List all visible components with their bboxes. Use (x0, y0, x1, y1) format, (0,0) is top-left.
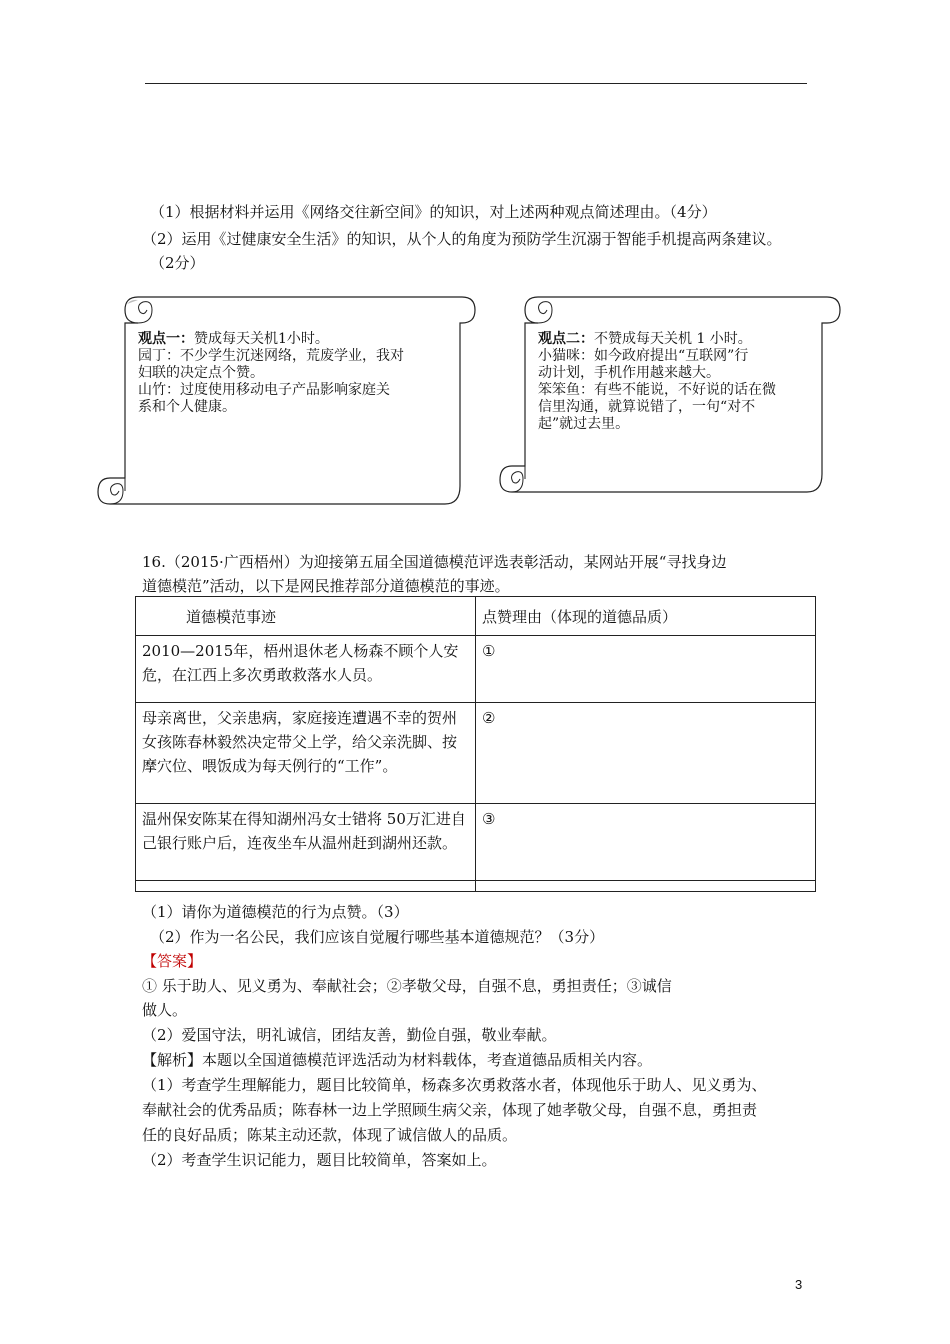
q15-sub2: （2）运用《过健康安全生活》的知识，从个人的角度为预防学生沉溺于智能手机提高两条建议。 (142, 230, 782, 248)
table-row (136, 636, 816, 703)
viewpoint-two-text (538, 331, 820, 433)
answer-line: （2）爱国守法，明礼诚信，团结友善，勤俭自强，敬业奉献。 (142, 1026, 557, 1044)
page-number: 3 (795, 1277, 803, 1292)
analysis-intro-text: 本题以全国道德模范评选活动为材料载体，考查道德品质相关内容。 (202, 1051, 653, 1069)
table-cell-deed: 温州保安陈某在得知湖州冯女士错将 50万汇进自己银行账户后，连夜坐车从温州赶到湖州还款。 (136, 804, 476, 881)
table-cell-reason: ③ (476, 804, 816, 881)
analysis-line: （2）考查学生识记能力，题目比较简单，答案如上。 (142, 1151, 497, 1169)
analysis-line: 奉献社会的优秀品质；陈春林一边上学照顾生病父亲，体现了她孝敬父母，自强不息，勇担责 (142, 1101, 758, 1119)
table-cell-deed: 2010—2015年，梧州退休老人杨森不顾个人安危，在江西上多次勇敢救落水人员。 (136, 636, 476, 703)
answer-line: 做人。 (142, 1001, 188, 1019)
analysis-line: （1）考查学生理解能力，题目比较简单，杨森多次勇救落水者，体现他乐于助人、见义勇为、 (142, 1076, 767, 1094)
header-rule (145, 83, 807, 84)
viewpoint-two-heading: 观点二： (538, 331, 594, 347)
q16-sub2: （2）作为一名公民，我们应该自觉履行哪些基本道德规范？（3分） (150, 928, 605, 946)
table-row (136, 703, 816, 804)
q16-stem-line2: 道德模范”活动，以下是网民推荐部分道德模范的事迹。 (142, 577, 510, 595)
q15-sub2-score: （2分） (150, 254, 205, 272)
viewpoint-one-scroll (100, 296, 460, 506)
viewpoint-one-claim: 赞成每天关机1小时。 (194, 331, 329, 347)
moral-model-table (135, 596, 816, 892)
table-cell-reason: ① (476, 636, 816, 703)
viewpoint-two-claim: 不赞成每天关机 1 小时。 (594, 331, 752, 347)
table-header-row (136, 597, 816, 636)
q15-sub1: （1）根据材料并运用《网络交往新空间》的知识，对上述两种观点简述理由。（4分） (150, 203, 717, 221)
viewpoint-two-line: 小猫咪：如今政府提出“互联网”行 (538, 348, 749, 364)
table-row-empty (136, 881, 816, 892)
viewpoint-one-line: 山竹：过度使用移动电子产品影响家庭关 (138, 382, 390, 398)
viewpoint-one-line: 妇联的决定点个赞。 (138, 365, 264, 381)
viewpoint-one-line: 园丁：不少学生沉迷网络，荒废学业，我对 (138, 348, 404, 364)
analysis-line: 任的良好品质；陈某主动还款，体现了诚信做人的品质。 (142, 1126, 518, 1144)
answer-line: ① 乐于助人、见义勇为、奉献社会；②孝敬父母，自强不息，勇担责任；③诚信 (142, 977, 672, 995)
table-header-reason: 点赞理由（体现的道德品质） (476, 597, 816, 636)
viewpoint-two-line: 动计划，手机作用越来越大。 (538, 365, 720, 381)
table-cell-empty (476, 881, 816, 892)
viewpoint-one-heading: 观点一： (138, 331, 194, 347)
table-cell-deed: 母亲离世，父亲患病，家庭接连遭遇不幸的贺州女孩陈春林毅然决定带父上学，给父亲洗脚、按摩穴位、喂饭成为每天例行的“工作”。 (136, 703, 476, 804)
table-header-deed: 道德模范事迹 (136, 597, 476, 636)
viewpoint-two-line: 笨笨鱼：有些不能说，不好说的话在微 (538, 382, 776, 398)
viewpoint-one-text (138, 331, 456, 416)
viewpoint-one-line: 系和个人健康。 (138, 399, 236, 415)
analysis-label: 【解析】 (142, 1051, 203, 1069)
viewpoint-two-line: 信里沟通，就算说错了，一句“对不 (538, 399, 756, 415)
viewpoint-two-line: 起”就过去里。 (538, 416, 630, 432)
table-row (136, 804, 816, 881)
answer-label: 【答案】 (142, 952, 203, 970)
table-cell-reason: ② (476, 703, 816, 804)
q16-stem-line1: 16.（2015·广西梧州）为迎接第五届全国道德模范评选表彰活动，某网站开展“寻找身边 (142, 553, 727, 571)
q16-sub1: （1）请你为道德模范的行为点赞。（3） (142, 903, 409, 921)
viewpoint-two-scroll (502, 296, 822, 494)
analysis-intro (142, 1050, 652, 1070)
table-cell-empty (136, 881, 476, 892)
